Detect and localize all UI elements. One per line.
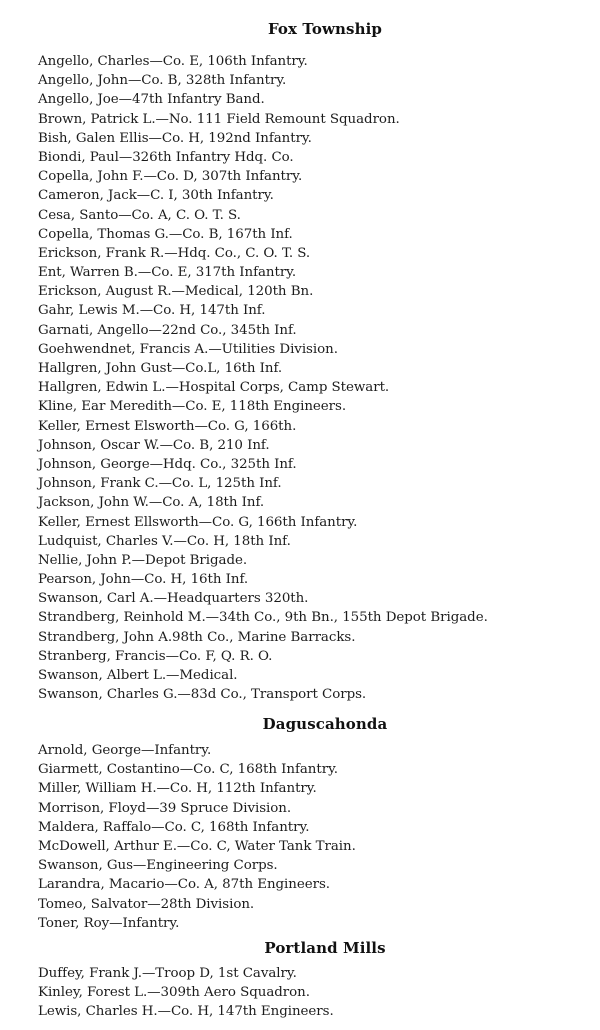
roster-entry: Angello, John—Co. B, 328th Infantry.: [38, 73, 287, 89]
roster-entry: Kline, Ear Meredith—Co. E, 118th Engineers.: [38, 399, 347, 415]
roster-entry: Copella, Thomas G.—Co. B, 167th Inf.: [38, 226, 293, 242]
roster-entry: Swanson, Gus—Engineering Corps.: [38, 858, 278, 874]
roster-entry: Hallgren, John Gust—Co.L, 16th Inf.: [38, 361, 283, 376]
entry-list-portland-mills: [38, 964, 334, 1022]
roster-entry: Biondi, Paul—326th Infantry Hdq. Co.: [38, 149, 294, 165]
roster-entry: Johnson, Frank C.—Co. L, 125th Inf.: [38, 476, 282, 492]
roster-entry: Swanson, Carl A.—Headquarters 320th.: [38, 591, 309, 607]
roster-entry: Strandberg, Reinhold M.—34th Co., 9th Bn., 155th Depot Brigade.: [38, 610, 488, 626]
roster-entry: Copella, John F.—Co. D, 307th Infantry.: [38, 169, 303, 185]
roster-entry: Brown, Patrick L.—No. 111 Field Remount Squadron.: [38, 111, 400, 127]
roster-entry: Goehwendnet, Francis A.—Utilities Division.: [38, 341, 338, 357]
roster-entry: Jackson, John W.—Co. A, 18th Inf.: [38, 495, 265, 511]
roster-entry: Cesa, Santo—Co. A, C. O. T. S.: [38, 207, 241, 223]
roster-entry: Duffey, Frank J.—Troop D, 1st Cavalry.: [38, 966, 297, 981]
roster-entry: Nellie, John P.—Depot Brigade.: [38, 552, 248, 568]
roster-entry: Garnati, Angello—22nd Co., 345th Inf.: [38, 322, 297, 338]
roster-entry: Angello, Charles—Co. E, 106th Infantry.: [38, 54, 308, 69]
roster-entry: Giarmett, Costantino—Co. C, 168th Infantry.: [38, 762, 339, 778]
roster-entry: Lewis, Charles H.—Co. H, 147th Engineers.: [38, 1004, 334, 1020]
roster-entry: Johnson, Oscar W.—Co. B, 210 Inf.: [38, 437, 270, 453]
roster-entry: Ent, Warren B.—Co. E, 317th Infantry.: [38, 265, 297, 281]
roster-entry: Tomeo, Salvator—28th Division.: [38, 896, 255, 912]
roster-entry: Kinley, Forest L.—309th Aero Squadron.: [38, 985, 310, 1001]
entry-list-fox-township: [38, 52, 488, 704]
roster-entry: Maldera, Raffalo—Co. C, 168th Infantry.: [38, 819, 310, 835]
roster-entry: Gahr, Lewis M.—Co. H, 147th Inf.: [38, 303, 266, 319]
roster-entry: Bish, Galen Ellis—Co. H, 192nd Infantry.: [38, 130, 312, 146]
section-heading-portland-mills: Portland Mills: [264, 939, 386, 957]
roster-entry: Swanson, Albert L.—Medical.: [38, 668, 238, 683]
roster-entry: Strandberg, John A.98th Co., Marine Barracks.: [38, 629, 356, 645]
entry-list-daguscahonda: [38, 741, 356, 933]
roster-entry: Larandra, Macario—Co. A, 87th Engineers.: [38, 877, 330, 893]
roster-entry: Arnold, George—Infantry.: [38, 743, 212, 758]
roster-entry: Miller, William H.—Co. H, 112th Infantry.: [38, 781, 317, 797]
roster-entry: Erickson, August R.—Medical, 120th Bn.: [38, 284, 314, 300]
roster-entry: McDowell, Arthur E.—Co. C, Water Tank Train.: [38, 838, 356, 854]
roster-entry: Toner, Roy—Infantry.: [38, 915, 180, 931]
roster-entry: Keller, Ernest Elsworth—Co. G, 166th.: [38, 418, 297, 434]
roster-entry: Hallgren, Edwin L.—Hospital Corps, Camp Stewart.: [38, 380, 390, 396]
roster-entry: Cameron, Jack—C. I, 30th Infantry.: [38, 188, 274, 204]
roster-entry: Stranberg, Francis—Co. F, Q. R. O.: [38, 648, 273, 664]
roster-entry: Pearson, John—Co. H, 16th Inf.: [38, 572, 249, 588]
roster-entry: Ludquist, Charles V.—Co. H, 18th Inf.: [38, 533, 291, 549]
roster-entry: Erickson, Frank R.—Hdq. Co., C. O. T. S.: [38, 245, 311, 261]
roster-entry: Morrison, Floyd—39 Spruce Division.: [38, 800, 292, 816]
roster-entry: Keller, Ernest Ellsworth—Co. G, 166th Infantry.: [38, 514, 358, 530]
roster-entry: Angello, Joe—47th Infantry Band.: [38, 92, 265, 108]
roster-entry: Johnson, George—Hdq. Co., 325th Inf.: [38, 456, 297, 472]
section-heading-fox-township: Fox Township: [267, 20, 382, 38]
roster-entry: Swanson, Charles G.—83d Co., Transport Corps.: [38, 687, 367, 703]
section-heading-daguscahonda: Daguscahonda: [262, 715, 388, 733]
